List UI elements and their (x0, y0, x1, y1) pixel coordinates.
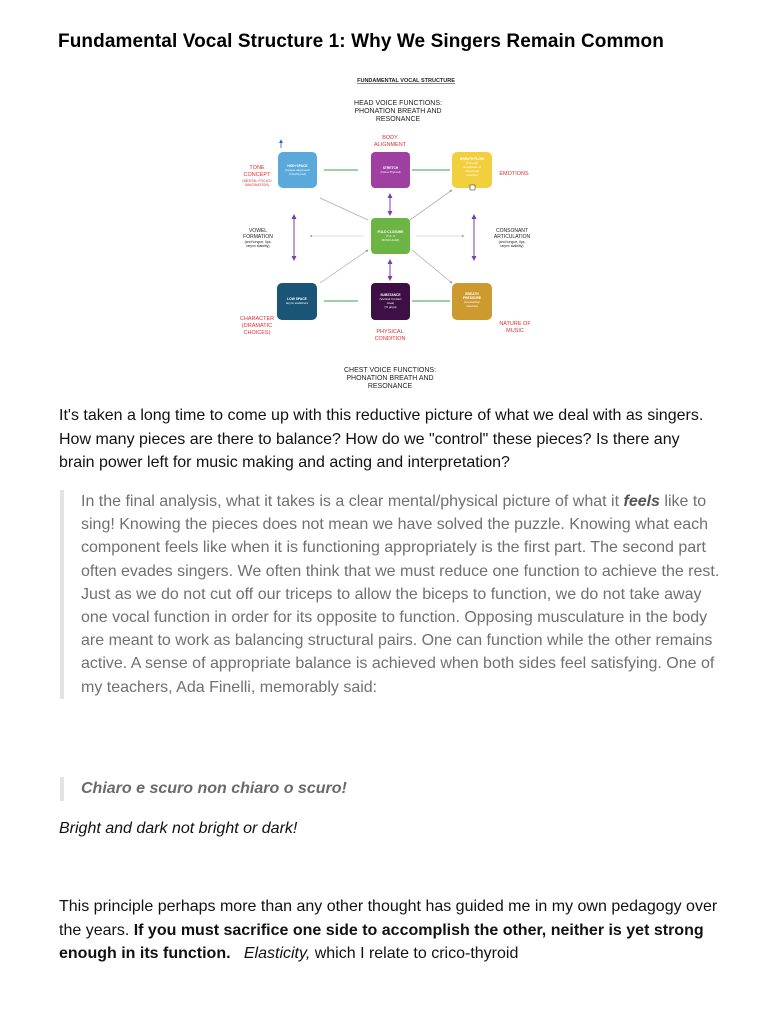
svg-text:STRETCH: STRETCH (382, 166, 399, 170)
label-nature-of-music-1: NATURE OF (499, 321, 531, 327)
head-voice-line-2: PHONATION BREATH AND (354, 108, 442, 115)
italian-quote-text: Chiaro e scuro non chiaro o scuro! (81, 780, 347, 797)
box-low-space (277, 283, 317, 320)
label-tone-concept-1: TONE (249, 165, 265, 171)
label-vowel-sub-1: (and tongue, lips, (244, 240, 272, 244)
connector-breath-fold (410, 190, 452, 220)
quote1-emphasis: feels (623, 493, 660, 510)
para3-emphasis: Elasticity, (243, 945, 311, 962)
box-breath-pressure (452, 283, 492, 320)
label-tone-concept-2: CONCEPT (243, 172, 271, 178)
label-vowel-formation-2: FORMATION (243, 234, 273, 240)
svg-text:FOLD CLOSURE: FOLD CLOSURE (377, 230, 404, 234)
svg-text:SUBSTANCE: SUBSTANCE (380, 293, 401, 297)
chest-voice-line-2: PHONATION BREATH AND (346, 375, 434, 382)
svg-text:(T.A. &: (T.A. & (385, 234, 396, 238)
label-tone-concept-sub-2: IMAGINATION) (244, 183, 270, 187)
vocal-structure-diagram (230, 70, 540, 395)
svg-text:muscles): muscles) (465, 173, 479, 177)
para3-spacer (231, 945, 244, 962)
head-voice-line-3: RESONANCE (375, 116, 421, 123)
box-fold-closure (371, 218, 410, 254)
principle-paragraph (59, 895, 724, 966)
label-tone-concept-sub-1: (MENTAL FOCUS/ (242, 179, 272, 183)
chest-voice-line-3: RESONANCE (367, 383, 413, 390)
label-body-alignment-1: BODY (382, 135, 398, 141)
label-nature-of-music-2: MUSIC (506, 328, 524, 334)
svg-text:Cricothyroid): Cricothyroid) (288, 172, 307, 176)
svg-text:LOW SPACE: LOW SPACE (287, 297, 307, 301)
svg-text:(tongue alignment/: (tongue alignment/ (285, 168, 310, 172)
label-physical-condition-1: PHYSICAL (376, 329, 404, 335)
connector-low-fold (320, 250, 368, 283)
label-consonant-1: CONSONANT (496, 228, 528, 234)
blockquote-analysis-text (81, 490, 720, 699)
head-voice-line-1: HEAD VOICE FUNCTIONS: (354, 100, 442, 107)
box-substance (371, 283, 410, 320)
svg-text:Intercostal: Intercostal (465, 169, 479, 173)
label-consonant-sub-2: larynx stability) (500, 244, 524, 248)
box-breath-flow (452, 152, 492, 188)
svg-text:MUSCULAR): MUSCULAR) (381, 238, 400, 242)
svg-text:BREATH: BREATH (465, 292, 479, 296)
svg-text:muscles): muscles) (465, 304, 479, 308)
translation-paragraph: Bright and dark not bright or dark! (59, 820, 298, 837)
label-vowel-formation-1: VOWEL (248, 228, 268, 234)
blockquote-analysis (60, 490, 720, 699)
label-character-2: (DRAMATIC (241, 323, 273, 329)
label-character-3: CHOICES) (243, 330, 271, 336)
connector-high-fold (320, 198, 368, 220)
svg-text:HIGH SPACE: HIGH SPACE (287, 164, 308, 168)
article-title: Fundamental Vocal Structure 1: Why We Singers Remain Common (58, 31, 664, 52)
label-physical-condition-2: CONDITION (374, 336, 406, 342)
svg-text:(Vertical Contact: (Vertical Contact (379, 297, 402, 301)
intro-paragraph: It's taken a long time to come up with this reductive picture of what we deal with as singers. How many pieces are there to balance? How do we "control" these pieces? Is there any brain power left for music making and acting and interpretation? (59, 407, 704, 471)
quote1-text-after: like to sing! Knowing the pieces does not mean we have solved the puzzle. Knowing what each component feels like when it is functioning appropriately is the first part. The second part often evades singers. We often think that we must reduce one function to achieve the rest. Just as we do not cut off our triceps to allow the biceps to function, we do not take away one vocal function in order for its opposite to function. Opposing musculature in the body are meant to work as balancing structural pairs. One can function while the other remains active. A sense of appropriate balance is achieved when both sides feel satisfying. One of my teachers, Ada Finelli, memorably said: (81, 493, 720, 696)
svg-text:["Il grigo]: ["Il grigo] (384, 305, 397, 309)
para3-text-c: which I relate to crico-thyroid (310, 945, 519, 962)
para3-text-a: This principle perhaps more than any other thought has guided me in my own pedagogy over the years. (59, 898, 718, 939)
svg-text:PRESSURE: PRESSURE (462, 296, 482, 300)
para3-bold: If you must sacrifice one side to accomplish the other, neither is yet strong enough in its function. (59, 921, 704, 962)
label-consonant-2: ARTICULATION (493, 234, 531, 240)
label-emotions: EMOTIONS (499, 171, 529, 177)
svg-text:Area): Area) (386, 301, 395, 305)
small-square-icon (470, 185, 475, 190)
blockquote-italian-quote (60, 777, 720, 801)
svg-text:antagonist of: antagonist of (463, 165, 481, 169)
diagram-heading: FUNDAMENTAL VOCAL STRUCTURE (357, 78, 455, 84)
box-high-space (278, 152, 317, 188)
label-body-alignment-2: ALIGNMENT (373, 142, 407, 148)
label-vowel-sub-2: larynx stability) (246, 244, 270, 248)
svg-text:larynx stabilizers: larynx stabilizers (285, 301, 309, 305)
chest-voice-line-1: CHEST VOICE FUNCTIONS: (343, 367, 437, 374)
svg-text:(Through: (Through (465, 161, 479, 165)
svg-text:(Crico-Thyroid): (Crico-Thyroid) (380, 170, 401, 174)
quote1-text-before: In the final analysis, what it takes is a clear mental/physical picture of what it (81, 493, 624, 510)
connector-pressure-fold (412, 250, 452, 283)
label-character-1: CHARACTER (239, 316, 275, 322)
svg-text:(Contraction: (Contraction (463, 300, 481, 304)
svg-text:BREATH FLOW: BREATH FLOW (459, 157, 485, 161)
box-stretch (371, 152, 410, 188)
label-consonant-sub-1: (and tongue, lips, (498, 240, 526, 244)
